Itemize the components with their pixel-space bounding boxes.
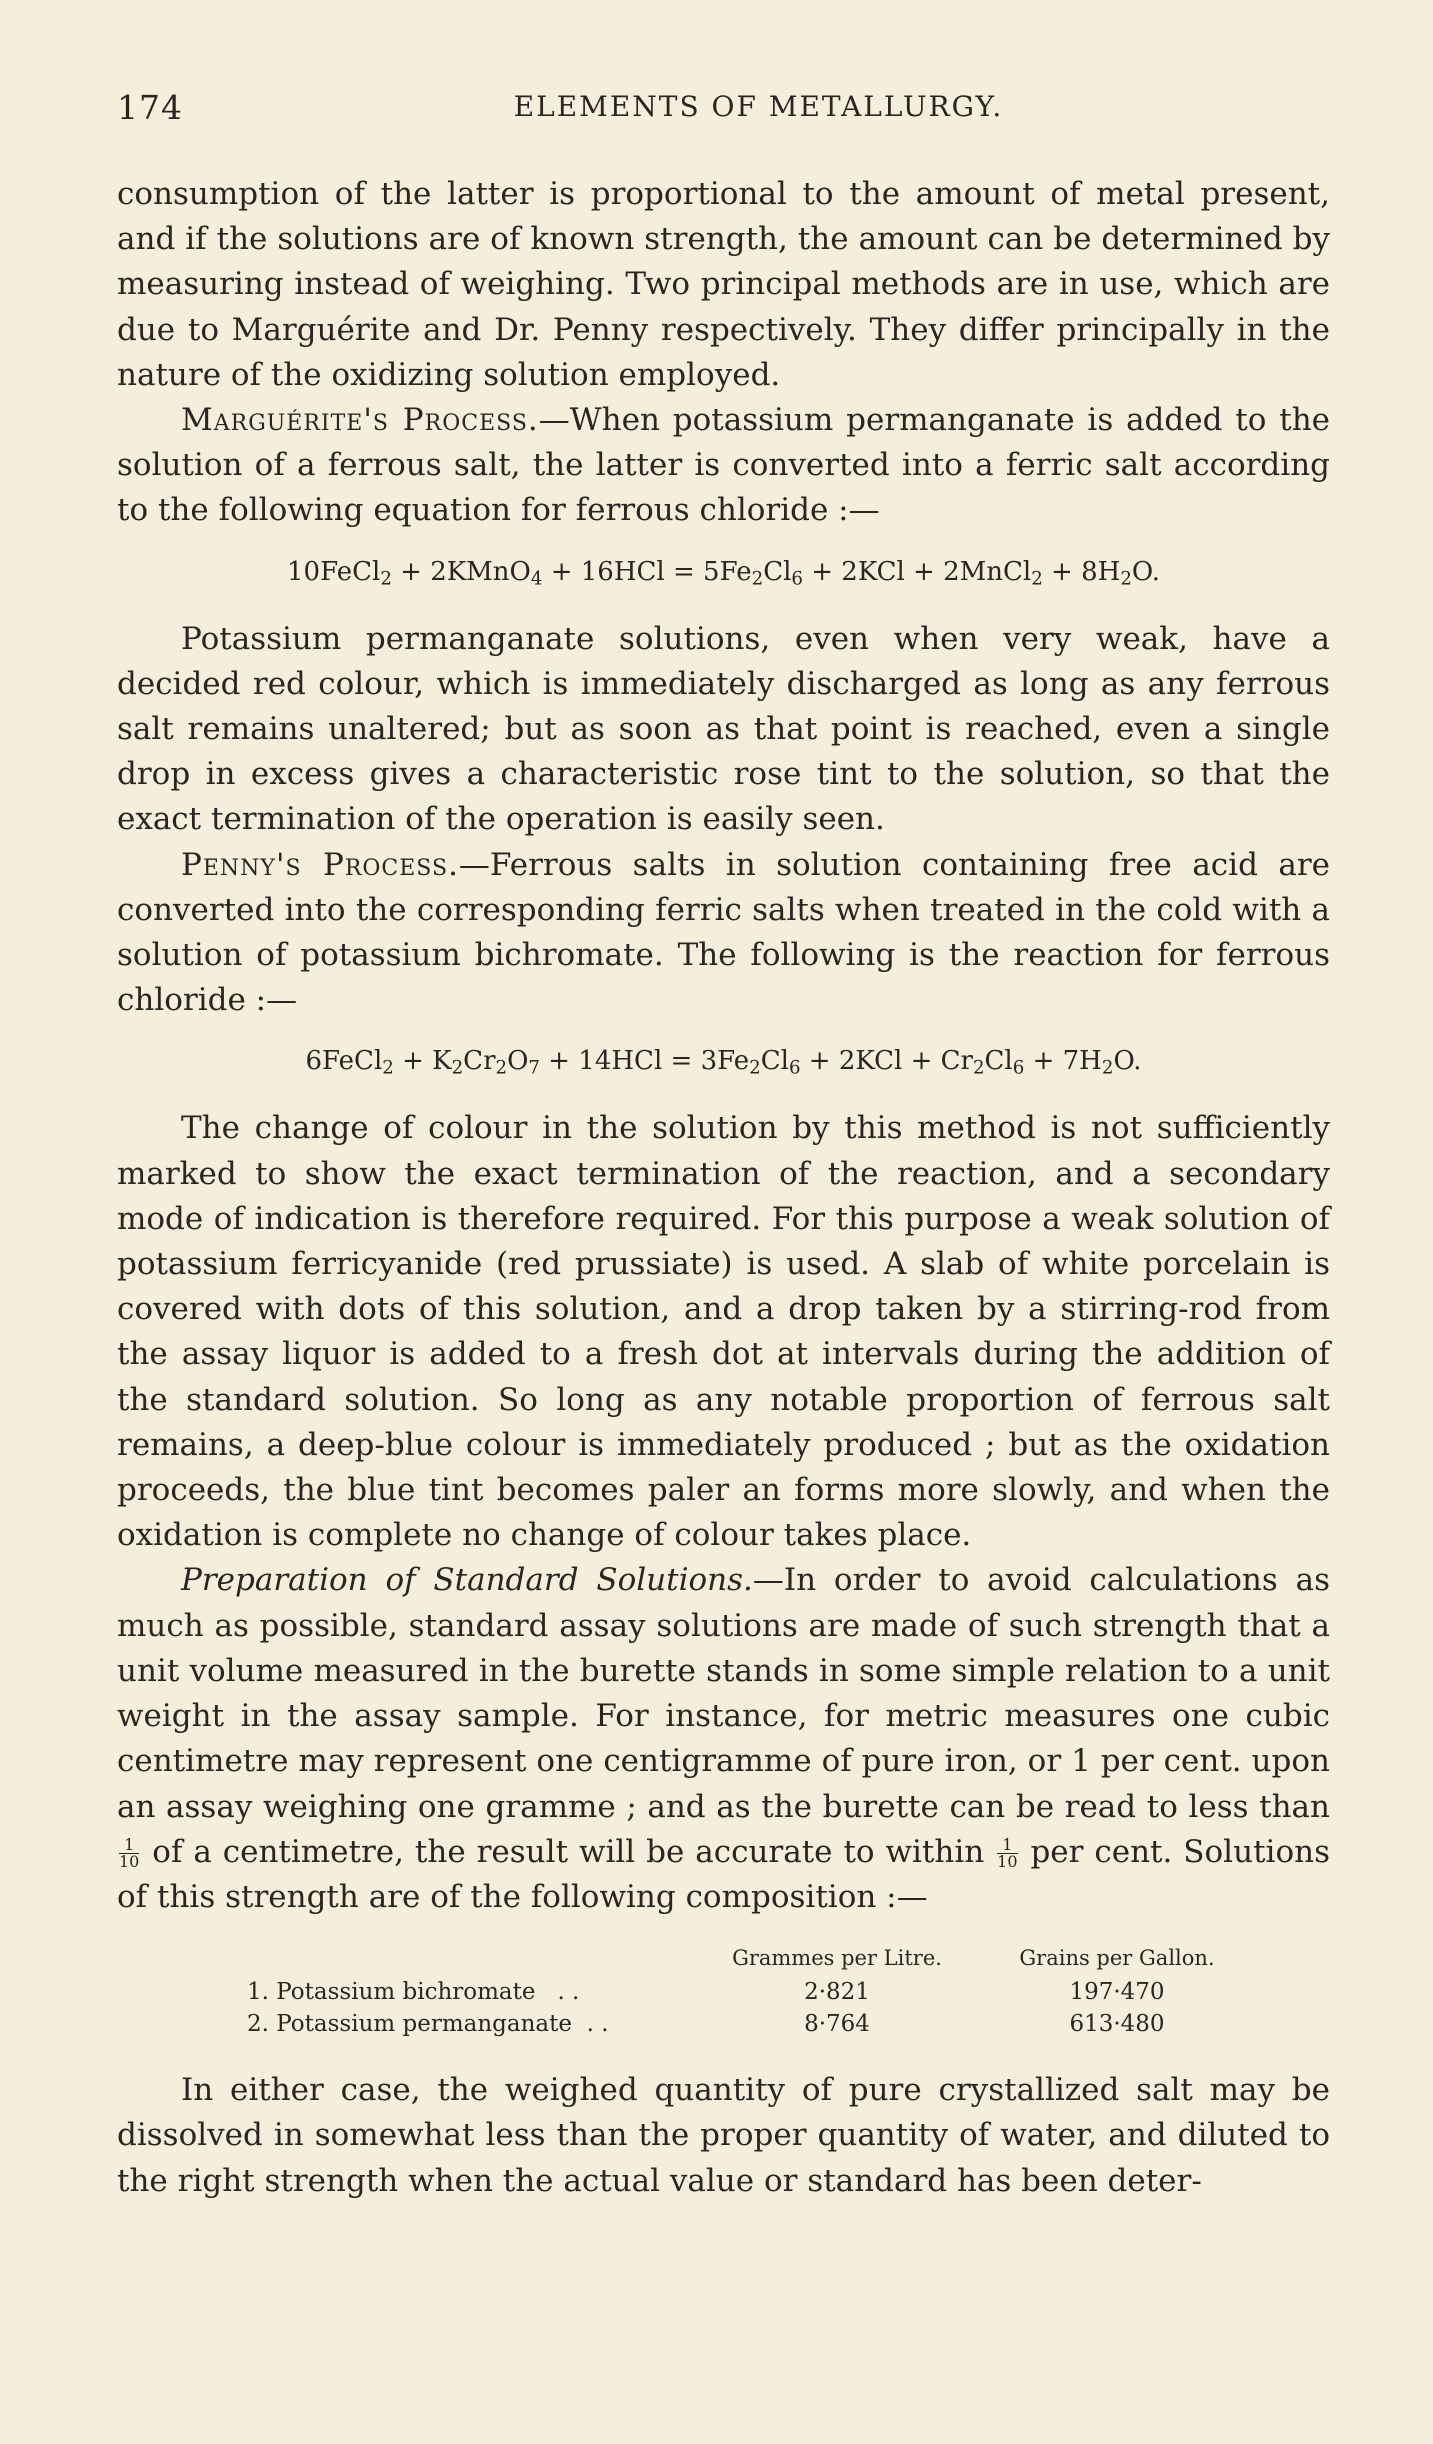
fraction-one-tenth: $\frac{1}{10}$ [997, 1834, 1018, 1871]
paragraph-marguerite-text: —When potassium permanganate is added to the solution of a ferrous salt, the latter is converted into a ferric salt according to the following equation for ferrous chloride :— [117, 402, 1331, 529]
table-row: 1. Potassium bichromate . . 2·821 197·470 [247, 1976, 1247, 2008]
grammes-value: 8·764 [804, 2011, 870, 2038]
page-number: 174 [117, 88, 183, 127]
solution-name: 2. Potassium permanganate [247, 2011, 572, 2038]
solutions-table [247, 1942, 1247, 2040]
solution-name: 1. Potassium bichromate [247, 1979, 536, 2006]
paragraph-penny-text: —Ferrous salts in solution containing free acid are converted into the corresponding ferric salts when treated in the cold with a solution of potassium bichromate. The following is the reaction for ferrous chloride :— [117, 846, 1330, 1019]
paragraph-indication: The change of colour in the solution by this method is not sufficiently marked to show the exact termination of the reaction, and a secondary mode of indication is therefore required. For this purpose a weak solution of potassium ferricyanide (red prussiate) is used. A slab of white porcelain is covered with dots of this solution, and a drop taken by a stirring-rod from the assay liquor is added to a fresh dot at intervals during the addition of the standard solution. So long as any notable proportion of ferrous salt remains, a deep-blue colour is immediately produced ; but as the oxidation proceeds, the blue tint becomes paler an forms more slowly, and when the oxidation is complete no change of colour takes place. [117, 1110, 1330, 1554]
table-row: 2. Potassium permanganate . . 8·764 613·480 [247, 2008, 1247, 2040]
page-header [117, 88, 1330, 138]
paragraph-penny [117, 843, 1330, 1024]
section-heading-marguerite: Marguérite's Process. [181, 402, 539, 439]
equation-permanganate: 10FeCl$_2$ + 2KMnO$_4$ + $16HCl = 5Fe_2Cl_6 + 2KCl$ + 2MnCl$_2$ + $8H_2O$. [287, 556, 1160, 590]
column-header-grains: Grains per Gallon. [1019, 1946, 1215, 1971]
equation-bichromate: 6FeCl$_2$ + $K_2Cr_2O_7 + 14HCl = 3Fe_2Cl_6 + 2KCl + Cr_2Cl_6 + 7H_2O$. [305, 1046, 1142, 1079]
paragraph-closing: In either case, the weighed quantity of pure crystallized salt may be dissolved in somewhat less than the proper quantity of water, and diluted to the right strength when the actual value or standard has been deter- [117, 2072, 1330, 2199]
running-title: ELEMENTS OF METALLURGY. [513, 90, 1004, 123]
paragraph-permanganate-colour: Potassium permanganate solutions, even when very weak, have a decided red colour, which is immediately discharged as long as any ferrous salt remains unaltered; but as soon as that point is reached, even a single drop in excess gives a characteristic rose tint to the solution, so that the exact termination of the operation is easily seen. [117, 620, 1330, 838]
table-header-row [247, 1942, 1247, 1976]
body-text [117, 172, 1330, 2204]
section-heading-standard-solutions: Preparation of Standard Solutions. [181, 1562, 753, 1599]
grains-value: 613·480 [1069, 2011, 1165, 2038]
paragraph-marguerite [117, 398, 1330, 534]
column-header-grammes: Grammes per Litre. [732, 1946, 942, 1971]
grains-value: 197·470 [1069, 1979, 1165, 2006]
paragraph-standard-solutions: Preparation of Standard Solutions.—In order to avoid calculations as much as possible, standard assay solutions are made of such strength that a unit volume measured in the burette stands in some simple relation to a unit weight in the assay sample. For instance, for metric measures one cubic centimetre may represent one centigramme of pure iron, or 1 per cent. upon an assay weighing one gramme ; and as the burette can be read to less than $\frac{1}{10}$ of a centimetre, the result will be accurate to within $\frac{1}{10}$ per cent. Solutions of this strength are of the following composition :— [117, 1562, 1330, 1915]
grammes-value: 2·821 [804, 1979, 870, 2006]
paragraph-intro: consumption of the latter is proportional to the amount of metal present, and if the solutions are of known strength, the amount can be determined by measuring instead of weighing. Two principal methods are in use, which are due to Marguérite and Dr. Penny respectively. They differ principally in the nature of the oxidizing solution employed. [117, 176, 1330, 393]
fraction-one-tenth: $\frac{1}{10}$ [119, 1834, 140, 1871]
section-heading-penny: Penny's Process. [181, 846, 459, 883]
